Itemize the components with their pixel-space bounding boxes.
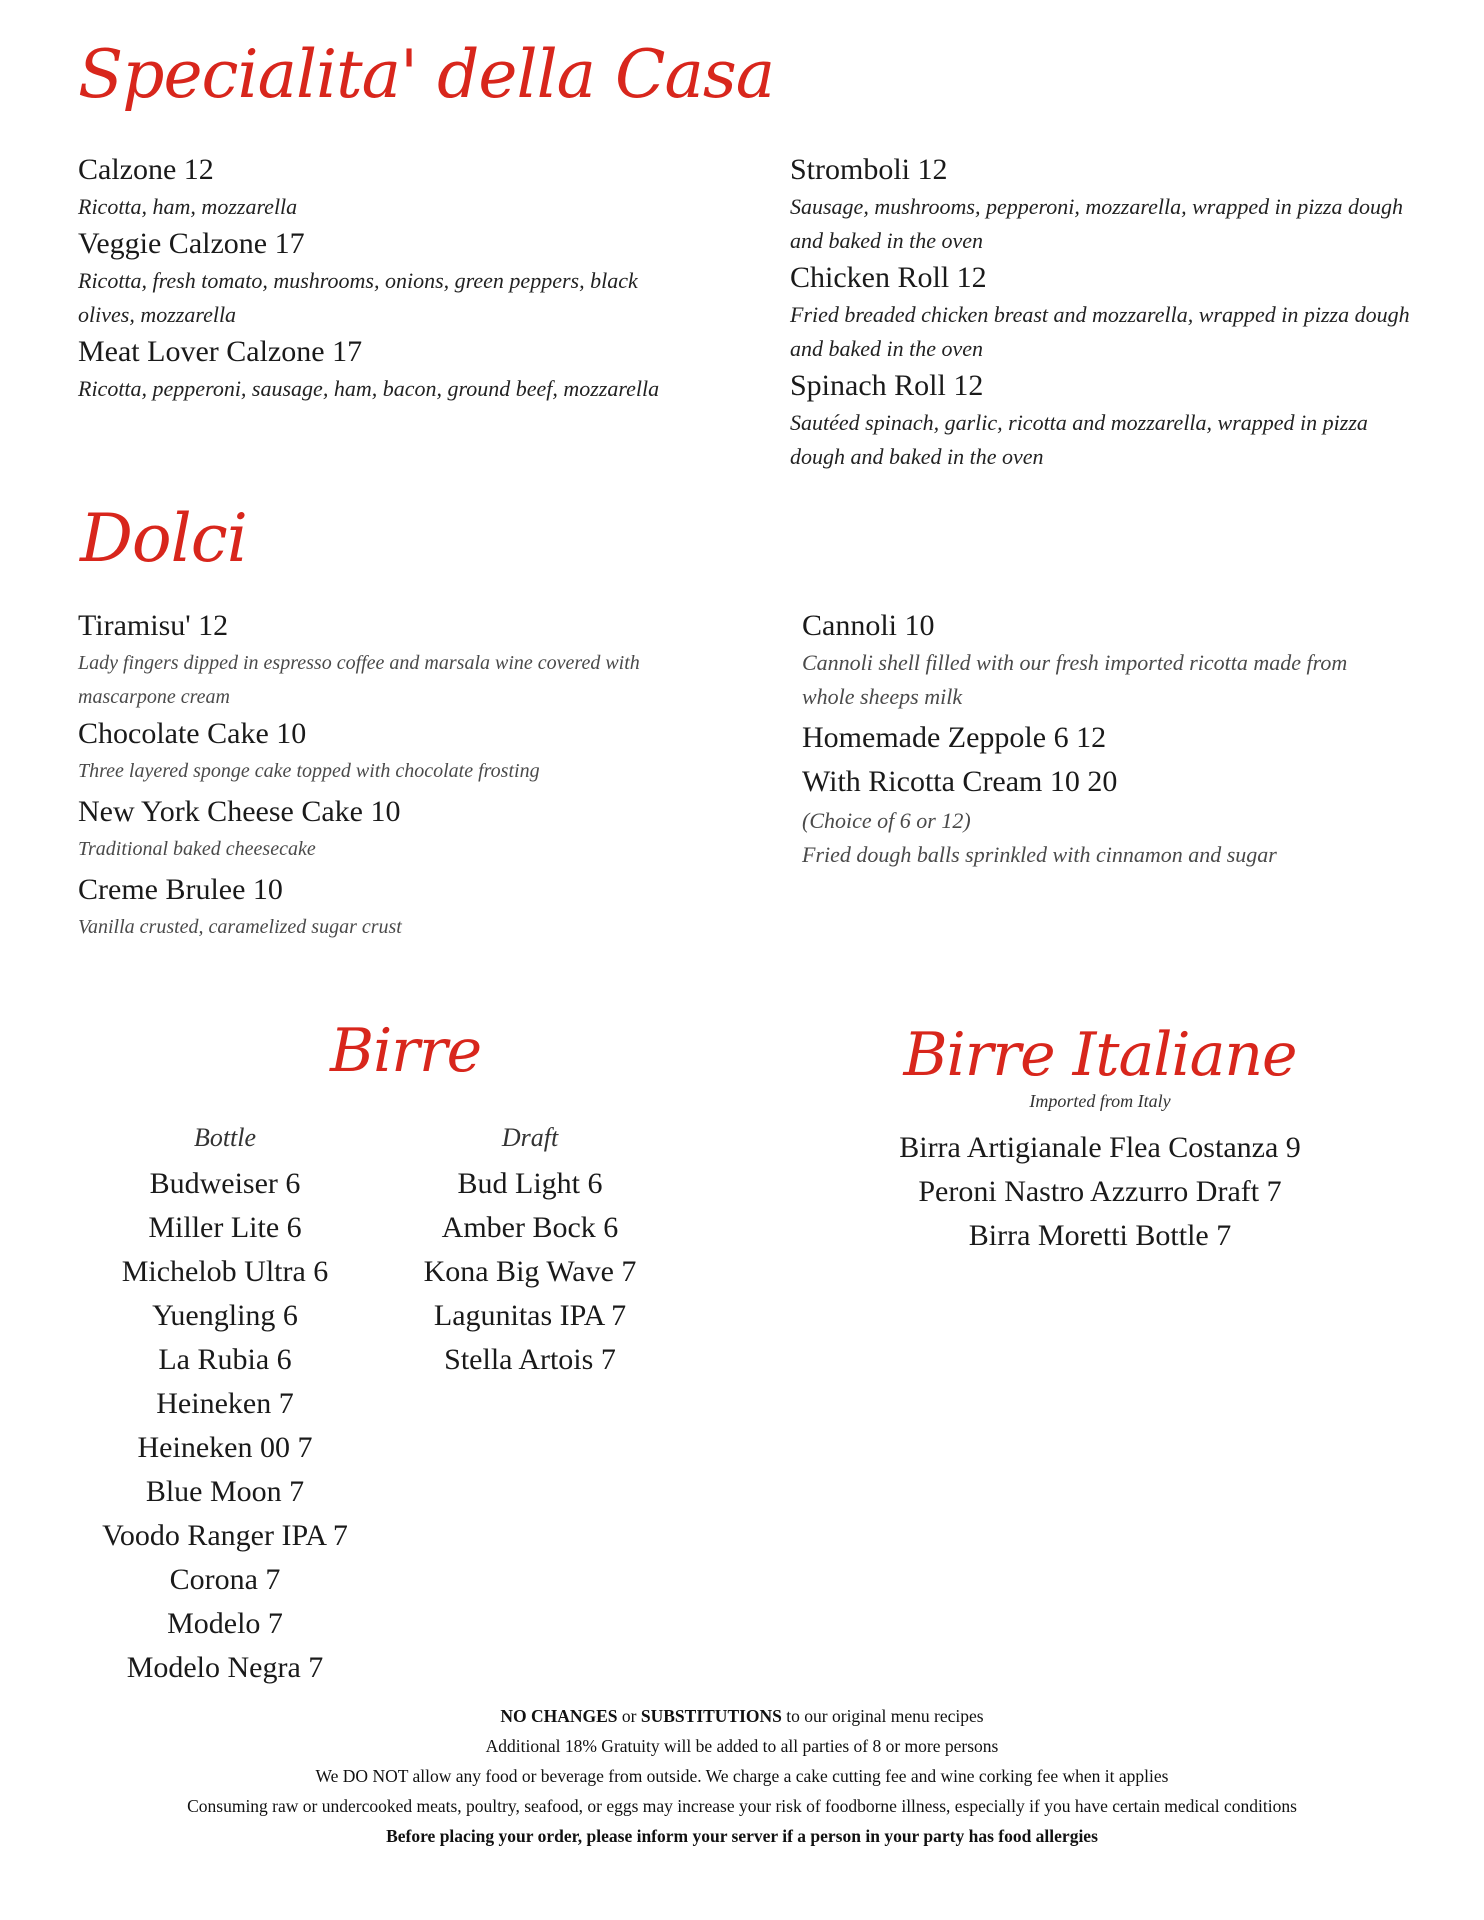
bottle-beer-column xyxy=(60,1118,390,1690)
specialita-right-column xyxy=(790,150,1420,474)
beer-item: Lagunitas IPA 7 xyxy=(433,1299,627,1332)
beer-item: Amber Bock 6 xyxy=(441,1211,619,1244)
beer-item: Michelob Ultra 6 xyxy=(121,1255,329,1288)
no-changes-text: NO CHANGES xyxy=(500,1706,618,1726)
item-name: Veggie Calzone 17 xyxy=(78,227,305,260)
specialita-left-column xyxy=(78,150,678,406)
birre-italiane-title: Birre Italiane xyxy=(903,1020,1297,1090)
beer-item: Modelo Negra 7 xyxy=(126,1651,324,1684)
item-name: Calzone 12 xyxy=(78,153,214,186)
item-description: Vanilla crusted, caramelized sugar crust xyxy=(78,916,402,938)
item-name: Creme Brulee 10 xyxy=(78,873,283,906)
footer-line-allergies: Before placing your order, please inform your server if a person in your party has food allergies xyxy=(386,1826,1098,1846)
birre-italiane-subtitle: Imported from Italy xyxy=(1029,1091,1171,1111)
item-description: Ricotta, pepperoni, sausage, ham, bacon, ground beef, mozzarella xyxy=(78,376,660,401)
item-description: Lady fingers dipped in espresso coffee and marsala wine covered with mascarpone cream xyxy=(78,652,640,708)
dolci-left-column xyxy=(78,606,678,944)
beer-item: Heineken 00 7 xyxy=(137,1431,313,1464)
item-name: Spinach Roll 12 xyxy=(790,369,984,402)
footer-line-consumer-advisory: Consuming raw or undercooked meats, poultry, seafood, or eggs may increase your risk of foodborne illness, especially if you have certain medical conditions xyxy=(187,1796,1297,1816)
item-name: Chicken Roll 12 xyxy=(790,261,987,294)
item-description: Fried breaded chicken breast and mozzarella, wrapped in pizza dough and baked in the oven xyxy=(790,302,1410,361)
specialita-title: Specialita' della Casa xyxy=(78,36,775,113)
recipes-text: to our original menu recipes xyxy=(781,1706,984,1726)
item-description: Ricotta, fresh tomato, mushrooms, onions, green peppers, black olives, mozzarella xyxy=(78,268,638,327)
item-description: Traditional baked cheesecake xyxy=(78,838,316,860)
item-name: Tiramisu' 12 xyxy=(78,609,229,642)
item-description: Ricotta, ham, mozzarella xyxy=(78,194,298,219)
menu-item xyxy=(78,224,678,332)
zeppole-description: Fried dough balls sprinkled with cinnamon and sugar xyxy=(802,842,1277,867)
bottle-heading: Bottle xyxy=(193,1123,257,1152)
menu-item xyxy=(78,714,678,788)
draft-beer-column xyxy=(380,1118,680,1382)
menu-item xyxy=(790,258,1420,366)
menu-item xyxy=(78,332,678,406)
cannoli-name: Cannoli 10 xyxy=(802,609,935,642)
menu-item xyxy=(78,606,678,714)
footer-line-gratuity: Additional 18% Gratuity will be added to all parties of 8 or more persons xyxy=(485,1736,999,1756)
beer-item: Voodo Ranger IPA 7 xyxy=(102,1519,348,1552)
item-name: Meat Lover Calzone 17 xyxy=(78,335,363,368)
beer-item: La Rubia 6 xyxy=(158,1343,292,1376)
item-description: Sausage, mushrooms, pepperoni, mozzarella, wrapped in pizza dough and baked in the oven xyxy=(790,194,1403,253)
beer-item: Corona 7 xyxy=(169,1563,281,1596)
footer-line-outside-food: We DO NOT allow any food or beverage from outside. We charge a cake cutting fee and wine corking fee when it applies xyxy=(315,1766,1169,1786)
beer-item: Modelo 7 xyxy=(167,1607,283,1640)
draft-heading: Draft xyxy=(501,1123,559,1152)
item-description: Three layered sponge cake topped with chocolate frosting xyxy=(78,760,540,782)
beer-item: Bud Light 6 xyxy=(457,1167,603,1200)
beer-item: Miller Lite 6 xyxy=(148,1211,302,1244)
beer-item: Budweiser 6 xyxy=(149,1167,301,1200)
beer-item: Blue Moon 7 xyxy=(145,1475,305,1508)
zeppole-choice-note: (Choice of 6 or 12) xyxy=(802,808,971,833)
substitutions-text: SUBSTITUTIONS xyxy=(640,1706,782,1726)
footer-notes xyxy=(0,1701,1484,1851)
item-name: New York Cheese Cake 10 xyxy=(78,795,401,828)
beer-item: Kona Big Wave 7 xyxy=(423,1255,637,1288)
item-description: Sautéed spinach, garlic, ricotta and mozzarella, wrapped in pizza dough and baked in the oven xyxy=(790,410,1368,469)
footer-line-no-changes xyxy=(0,1701,1484,1731)
cannoli-description: Cannoli shell filled with our fresh imported ricotta made from whole sheeps milk xyxy=(802,650,1348,709)
birre-italiane-section xyxy=(790,1016,1410,1258)
ricotta-cream-name: With Ricotta Cream 10 20 xyxy=(802,765,1118,798)
item-name: Chocolate Cake 10 xyxy=(78,717,307,750)
menu-item xyxy=(790,150,1420,258)
dolci-title: Dolci xyxy=(80,500,247,577)
beer-item: Heineken 7 xyxy=(156,1387,294,1420)
item-name: Stromboli 12 xyxy=(790,153,948,186)
birre-title: Birre xyxy=(330,1016,482,1086)
zeppole-name: Homemade Zeppole 6 12 xyxy=(802,721,1107,754)
beer-item: Yuengling 6 xyxy=(152,1299,298,1332)
or-text: or xyxy=(617,1706,641,1726)
beer-item: Stella Artois 7 xyxy=(444,1343,616,1376)
menu-item xyxy=(78,870,678,944)
beer-item: Birra Artigianale Flea Costanza 9 xyxy=(899,1131,1301,1164)
menu-item xyxy=(78,792,678,866)
dolci-right-column xyxy=(802,606,1402,872)
beer-item: Birra Moretti Bottle 7 xyxy=(968,1219,1232,1252)
menu-item xyxy=(790,366,1420,474)
menu-item xyxy=(78,150,678,224)
beer-item: Peroni Nastro Azzurro Draft 7 xyxy=(918,1175,1282,1208)
